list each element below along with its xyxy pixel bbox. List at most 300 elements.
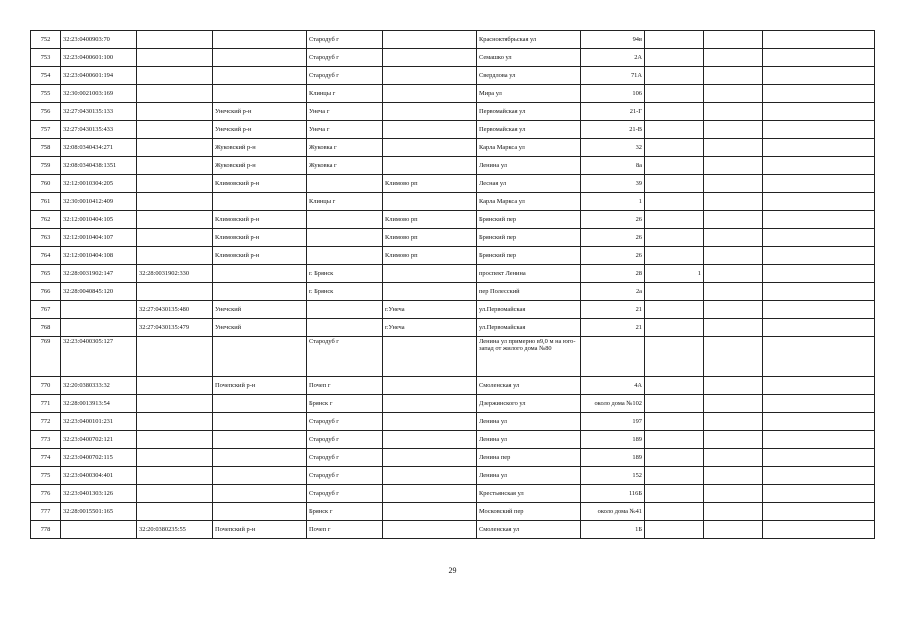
- cell-district: [213, 431, 307, 449]
- cell-city: Унеча г: [307, 121, 383, 139]
- cell-house-number: 152: [581, 467, 645, 485]
- cell-empty-cell: [763, 193, 875, 211]
- cell-settlement: [383, 121, 477, 139]
- cell-row-number: 760: [31, 175, 61, 193]
- cell-street: Ленина ул: [477, 413, 581, 431]
- cell-cadastral-number: 32:23:0400101:231: [61, 413, 137, 431]
- cell-cadastral-number: [61, 319, 137, 337]
- cell-district: Жуковский р-н: [213, 139, 307, 157]
- cell-house-number: 8а: [581, 157, 645, 175]
- cell-cadastral-number-2: [137, 377, 213, 395]
- cell-empty-cell: [763, 337, 875, 377]
- cell-cadastral-number-2: [137, 413, 213, 431]
- cell-cadastral-number: 32:23:0400304:401: [61, 467, 137, 485]
- cell-empty-cell: [704, 103, 763, 121]
- cell-house-number: [581, 337, 645, 377]
- cell-cadastral-number-2: [137, 175, 213, 193]
- cell-row-number: 773: [31, 431, 61, 449]
- cell-empty-cell: [763, 49, 875, 67]
- cell-cadastral-number-2: 32:20:0380235:55: [137, 521, 213, 539]
- table-row: [31, 301, 875, 319]
- table-row: [31, 413, 875, 431]
- cell-cadastral-number: 32:12:0010404:108: [61, 247, 137, 265]
- cell-empty-cell: [763, 413, 875, 431]
- cell-cadastral-number: 32:27:0430135:433: [61, 121, 137, 139]
- cell-row-number: 753: [31, 49, 61, 67]
- cell-empty-cell: [763, 503, 875, 521]
- cell-district: [213, 485, 307, 503]
- cell-district: [213, 337, 307, 377]
- cell-cadastral-number-2: [137, 103, 213, 121]
- cell-city: Брянск г: [307, 503, 383, 521]
- cell-house-number: 116Б: [581, 485, 645, 503]
- cell-settlement: [383, 193, 477, 211]
- cell-empty-cell: [704, 467, 763, 485]
- cell-empty-cell: [704, 157, 763, 175]
- cell-row-number: 766: [31, 283, 61, 301]
- cell-row-number: 776: [31, 485, 61, 503]
- cell-cadastral-number: 32:28:0040845:120: [61, 283, 137, 301]
- cell-city: Жуковка г: [307, 139, 383, 157]
- table-row: [31, 431, 875, 449]
- cell-street: Брянский пер: [477, 229, 581, 247]
- table-row: [31, 175, 875, 193]
- cell-empty-cell: [763, 85, 875, 103]
- cell-empty-cell: [704, 85, 763, 103]
- cell-district: [213, 503, 307, 521]
- cell-empty-cell: [763, 521, 875, 539]
- cell-settlement: Климово рп: [383, 175, 477, 193]
- cell-house-number: 1: [581, 193, 645, 211]
- cell-house-number: 1Б: [581, 521, 645, 539]
- cell-empty-cell: [704, 337, 763, 377]
- cell-city: Клинцы г: [307, 193, 383, 211]
- cell-row-number: 778: [31, 521, 61, 539]
- cell-house-number: 28: [581, 265, 645, 283]
- cell-city: Брянск г: [307, 395, 383, 413]
- cell-empty-cell: [704, 485, 763, 503]
- cell-settlement: [383, 485, 477, 503]
- cell-district: Почепский р-н: [213, 521, 307, 539]
- table-row: [31, 49, 875, 67]
- cell-street: Брянский пер: [477, 247, 581, 265]
- cell-row-number: 763: [31, 229, 61, 247]
- cell-cadastral-number: 32:23:0400702:115: [61, 449, 137, 467]
- cell-empty-cell: [763, 395, 875, 413]
- cell-empty-cell: [704, 67, 763, 85]
- cell-district: Климовский р-н: [213, 247, 307, 265]
- cell-house-number: 32: [581, 139, 645, 157]
- cell-empty-cell: [763, 467, 875, 485]
- cell-empty-cell: [704, 395, 763, 413]
- cell-settlement: [383, 283, 477, 301]
- cell-district: Унечский: [213, 301, 307, 319]
- cell-city: Стародуб г: [307, 449, 383, 467]
- cell-district: Почепский р-н: [213, 377, 307, 395]
- cell-empty-cell: [763, 265, 875, 283]
- cell-extra-value: [645, 521, 704, 539]
- cell-extra-value: [645, 175, 704, 193]
- cell-row-number: 752: [31, 31, 61, 49]
- cell-extra-value: [645, 193, 704, 211]
- page-number: 29: [448, 566, 457, 575]
- cell-house-number: 26: [581, 211, 645, 229]
- cell-city: Жуковка г: [307, 157, 383, 175]
- cell-district: [213, 31, 307, 49]
- cell-city: Стародуб г: [307, 49, 383, 67]
- cell-district: [213, 413, 307, 431]
- cell-extra-value: [645, 485, 704, 503]
- cell-street: Первомайская ул: [477, 121, 581, 139]
- cell-city: г. Брянск: [307, 283, 383, 301]
- cell-city: [307, 301, 383, 319]
- cell-district: Унечский р-н: [213, 121, 307, 139]
- cell-cadastral-number-2: [137, 67, 213, 85]
- table-row: [31, 485, 875, 503]
- cell-street: Смоленская ул: [477, 377, 581, 395]
- cell-row-number: 768: [31, 319, 61, 337]
- cell-empty-cell: [763, 67, 875, 85]
- cell-house-number: 94в: [581, 31, 645, 49]
- cell-street: Смоленская ул: [477, 521, 581, 539]
- cell-cadastral-number: 32:12:0010404:105: [61, 211, 137, 229]
- cell-city: Почеп г: [307, 521, 383, 539]
- cell-row-number: 767: [31, 301, 61, 319]
- cell-house-number: 197: [581, 413, 645, 431]
- cell-district: Унечский: [213, 319, 307, 337]
- cell-city: [307, 247, 383, 265]
- cell-house-number: 189: [581, 431, 645, 449]
- cell-street: Московский пер: [477, 503, 581, 521]
- cell-street: Свердлова ул: [477, 67, 581, 85]
- cell-city: Почеп г: [307, 377, 383, 395]
- cell-settlement: [383, 31, 477, 49]
- cell-empty-cell: [704, 121, 763, 139]
- cell-house-number: 106: [581, 85, 645, 103]
- cell-empty-cell: [763, 103, 875, 121]
- cell-settlement: [383, 67, 477, 85]
- cell-cadastral-number-2: 32:27:0430135:480: [137, 301, 213, 319]
- table-row: [31, 67, 875, 85]
- cell-cadastral-number-2: 32:28:0031902:330: [137, 265, 213, 283]
- table-row: [31, 449, 875, 467]
- cell-cadastral-number-2: [137, 283, 213, 301]
- cell-extra-value: [645, 229, 704, 247]
- cell-cadastral-number-2: [137, 485, 213, 503]
- cell-row-number: 756: [31, 103, 61, 121]
- cell-house-number: 2А: [581, 49, 645, 67]
- cell-extra-value: [645, 377, 704, 395]
- cell-cadastral-number: 32:23:0401303:126: [61, 485, 137, 503]
- table-row: [31, 319, 875, 337]
- cell-city: Стародуб г: [307, 467, 383, 485]
- cell-row-number: 765: [31, 265, 61, 283]
- cell-row-number: 764: [31, 247, 61, 265]
- cell-extra-value: [645, 301, 704, 319]
- table-row: [31, 31, 875, 49]
- cell-row-number: 775: [31, 467, 61, 485]
- cell-empty-cell: [704, 175, 763, 193]
- cell-extra-value: [645, 157, 704, 175]
- cell-extra-value: [645, 139, 704, 157]
- cell-cadastral-number: 32:08:0340434:271: [61, 139, 137, 157]
- cell-row-number: 770: [31, 377, 61, 395]
- cell-street: Первомайская ул: [477, 103, 581, 121]
- cell-cadastral-number: 32:23:0400702:121: [61, 431, 137, 449]
- cell-empty-cell: [763, 175, 875, 193]
- cell-row-number: 761: [31, 193, 61, 211]
- cell-extra-value: [645, 431, 704, 449]
- cell-empty-cell: [704, 211, 763, 229]
- cell-house-number: 39: [581, 175, 645, 193]
- cell-cadastral-number: 32:27:0430135:133: [61, 103, 137, 121]
- cell-empty-cell: [704, 377, 763, 395]
- cell-street: Ленина ул: [477, 467, 581, 485]
- cell-settlement: [383, 377, 477, 395]
- cell-house-number: около дома №41: [581, 503, 645, 521]
- cell-cadastral-number-2: [137, 85, 213, 103]
- cell-district: [213, 193, 307, 211]
- cell-district: [213, 67, 307, 85]
- table-body: [31, 31, 875, 539]
- table-row: [31, 337, 875, 377]
- cell-house-number: 71А: [581, 67, 645, 85]
- cell-extra-value: [645, 283, 704, 301]
- cell-empty-cell: [704, 503, 763, 521]
- cell-settlement: [383, 85, 477, 103]
- cell-street: Карла Маркса ул: [477, 193, 581, 211]
- cell-empty-cell: [763, 157, 875, 175]
- cell-city: Стародуб г: [307, 413, 383, 431]
- cell-district: [213, 49, 307, 67]
- cell-street: Крестьянская ул: [477, 485, 581, 503]
- cell-city: Стародуб г: [307, 485, 383, 503]
- cell-empty-cell: [763, 377, 875, 395]
- cell-house-number: 26: [581, 247, 645, 265]
- table-row: [31, 377, 875, 395]
- cell-empty-cell: [704, 431, 763, 449]
- cell-cadastral-number: 32:12:0010404:107: [61, 229, 137, 247]
- cell-empty-cell: [763, 31, 875, 49]
- cell-cadastral-number-2: [137, 229, 213, 247]
- cell-settlement: [383, 413, 477, 431]
- cell-cadastral-number: 32:23:0400305:127: [61, 337, 137, 377]
- cell-city: Стародуб г: [307, 31, 383, 49]
- cell-street: Ленина ул примерно в9,0 м на юго-запад от жилого дома №80: [477, 337, 581, 377]
- cell-house-number: 26: [581, 229, 645, 247]
- cell-cadastral-number-2: [137, 193, 213, 211]
- cell-settlement: [383, 503, 477, 521]
- cell-house-number: около дома №102: [581, 395, 645, 413]
- cell-cadastral-number: [61, 301, 137, 319]
- table-row: [31, 265, 875, 283]
- cell-empty-cell: [763, 247, 875, 265]
- cell-empty-cell: [763, 319, 875, 337]
- cell-settlement: [383, 139, 477, 157]
- cell-empty-cell: [704, 449, 763, 467]
- cell-extra-value: [645, 247, 704, 265]
- cell-house-number: 21-Г: [581, 103, 645, 121]
- cell-city: [307, 175, 383, 193]
- cell-cadastral-number: 32:12:0010304:205: [61, 175, 137, 193]
- cell-district: Климовский р-н: [213, 175, 307, 193]
- cell-empty-cell: [763, 211, 875, 229]
- cell-cadastral-number-2: [137, 431, 213, 449]
- cell-cadastral-number-2: [137, 49, 213, 67]
- cell-empty-cell: [704, 139, 763, 157]
- cell-cadastral-number-2: [137, 157, 213, 175]
- cell-extra-value: [645, 103, 704, 121]
- cell-city: Стародуб г: [307, 67, 383, 85]
- cell-house-number: 21-В: [581, 121, 645, 139]
- cell-extra-value: [645, 337, 704, 377]
- cell-empty-cell: [704, 31, 763, 49]
- cell-house-number: 21: [581, 319, 645, 337]
- cell-cadastral-number: 32:08:0340438:1351: [61, 157, 137, 175]
- cell-row-number: 777: [31, 503, 61, 521]
- cell-extra-value: [645, 503, 704, 521]
- cell-row-number: 762: [31, 211, 61, 229]
- cell-house-number: 189: [581, 449, 645, 467]
- cell-cadastral-number: 32:30:0010412:409: [61, 193, 137, 211]
- cell-cadastral-number-2: [137, 247, 213, 265]
- cell-city: [307, 211, 383, 229]
- cell-city: г. Брянск: [307, 265, 383, 283]
- cell-row-number: 769: [31, 337, 61, 377]
- cell-district: Климовский р-н: [213, 229, 307, 247]
- cell-settlement: [383, 265, 477, 283]
- cell-city: Стародуб г: [307, 431, 383, 449]
- cell-street: ул.Первомайская: [477, 301, 581, 319]
- cell-empty-cell: [763, 485, 875, 503]
- table-row: [31, 85, 875, 103]
- cell-extra-value: [645, 395, 704, 413]
- cell-district: [213, 85, 307, 103]
- cell-street: Лесная ул: [477, 175, 581, 193]
- table-row: [31, 395, 875, 413]
- cell-extra-value: [645, 449, 704, 467]
- cell-street: Ленина ул: [477, 431, 581, 449]
- cell-extra-value: [645, 85, 704, 103]
- cell-cadastral-number-2: [137, 337, 213, 377]
- cell-settlement: [383, 103, 477, 121]
- cell-empty-cell: [704, 265, 763, 283]
- cell-settlement: [383, 395, 477, 413]
- table-row: [31, 503, 875, 521]
- cell-row-number: 771: [31, 395, 61, 413]
- cell-street: Ленина ул: [477, 157, 581, 175]
- cell-city: [307, 319, 383, 337]
- cell-empty-cell: [704, 247, 763, 265]
- cell-extra-value: [645, 121, 704, 139]
- cell-city: Клинцы г: [307, 85, 383, 103]
- cell-empty-cell: [763, 229, 875, 247]
- cell-extra-value: [645, 467, 704, 485]
- cell-cadastral-number-2: [137, 121, 213, 139]
- cell-street: Мира ул: [477, 85, 581, 103]
- cell-row-number: 772: [31, 413, 61, 431]
- cell-extra-value: [645, 67, 704, 85]
- cell-street: Красноктябрьская ул: [477, 31, 581, 49]
- cell-cadastral-number: 32:28:0015501:165: [61, 503, 137, 521]
- cell-settlement: [383, 467, 477, 485]
- cell-street: проспект Ленина: [477, 265, 581, 283]
- cell-cadastral-number: 32:20:0380333:32: [61, 377, 137, 395]
- cell-street: Карла Маркса ул: [477, 139, 581, 157]
- cell-empty-cell: [763, 121, 875, 139]
- cell-row-number: 757: [31, 121, 61, 139]
- cell-empty-cell: [763, 301, 875, 319]
- cell-city: Унеча г: [307, 103, 383, 121]
- cell-settlement: г.Унеча: [383, 319, 477, 337]
- register-table: [30, 30, 875, 539]
- table-row: [31, 521, 875, 539]
- cell-empty-cell: [704, 283, 763, 301]
- cell-house-number: 2а: [581, 283, 645, 301]
- cell-settlement: Климово рп: [383, 247, 477, 265]
- cell-settlement: [383, 337, 477, 377]
- table-row: [31, 103, 875, 121]
- cell-cadastral-number-2: [137, 139, 213, 157]
- cell-cadastral-number-2: [137, 211, 213, 229]
- cell-extra-value: [645, 319, 704, 337]
- cell-cadastral-number-2: [137, 31, 213, 49]
- cell-street: Семашко ул: [477, 49, 581, 67]
- cell-city: Стародуб г: [307, 337, 383, 377]
- cell-district: Унечский р-н: [213, 103, 307, 121]
- cell-street: Брянский пер: [477, 211, 581, 229]
- table-row: [31, 139, 875, 157]
- table-row: [31, 157, 875, 175]
- cell-district: [213, 395, 307, 413]
- cell-street: Ленина пер: [477, 449, 581, 467]
- cell-empty-cell: [704, 319, 763, 337]
- cell-settlement: г.Унеча: [383, 301, 477, 319]
- cell-row-number: 759: [31, 157, 61, 175]
- cell-street: пер Полесский: [477, 283, 581, 301]
- cell-cadastral-number-2: [137, 395, 213, 413]
- cell-empty-cell: [704, 49, 763, 67]
- cell-empty-cell: [763, 139, 875, 157]
- cell-cadastral-number-2: [137, 503, 213, 521]
- table-row: [31, 193, 875, 211]
- cell-row-number: 755: [31, 85, 61, 103]
- cell-settlement: Климово рп: [383, 229, 477, 247]
- cell-city: [307, 229, 383, 247]
- cell-district: [213, 449, 307, 467]
- cell-empty-cell: [704, 413, 763, 431]
- cell-extra-value: [645, 31, 704, 49]
- cell-district: Климовский р-н: [213, 211, 307, 229]
- cell-district: [213, 283, 307, 301]
- cell-settlement: [383, 431, 477, 449]
- cell-empty-cell: [763, 283, 875, 301]
- cell-cadastral-number-2: [137, 449, 213, 467]
- cell-cadastral-number: 32:23:0400601:100: [61, 49, 137, 67]
- cell-district: [213, 265, 307, 283]
- table-row: [31, 121, 875, 139]
- cell-empty-cell: [704, 521, 763, 539]
- cell-empty-cell: [763, 431, 875, 449]
- cell-settlement: Климово рп: [383, 211, 477, 229]
- cell-cadastral-number: 32:23:0400601:194: [61, 67, 137, 85]
- table-row: [31, 247, 875, 265]
- cell-row-number: 754: [31, 67, 61, 85]
- cell-cadastral-number: [61, 521, 137, 539]
- cell-street: Дзержинского ул: [477, 395, 581, 413]
- cell-empty-cell: [704, 229, 763, 247]
- cell-cadastral-number: 32:28:0031902:147: [61, 265, 137, 283]
